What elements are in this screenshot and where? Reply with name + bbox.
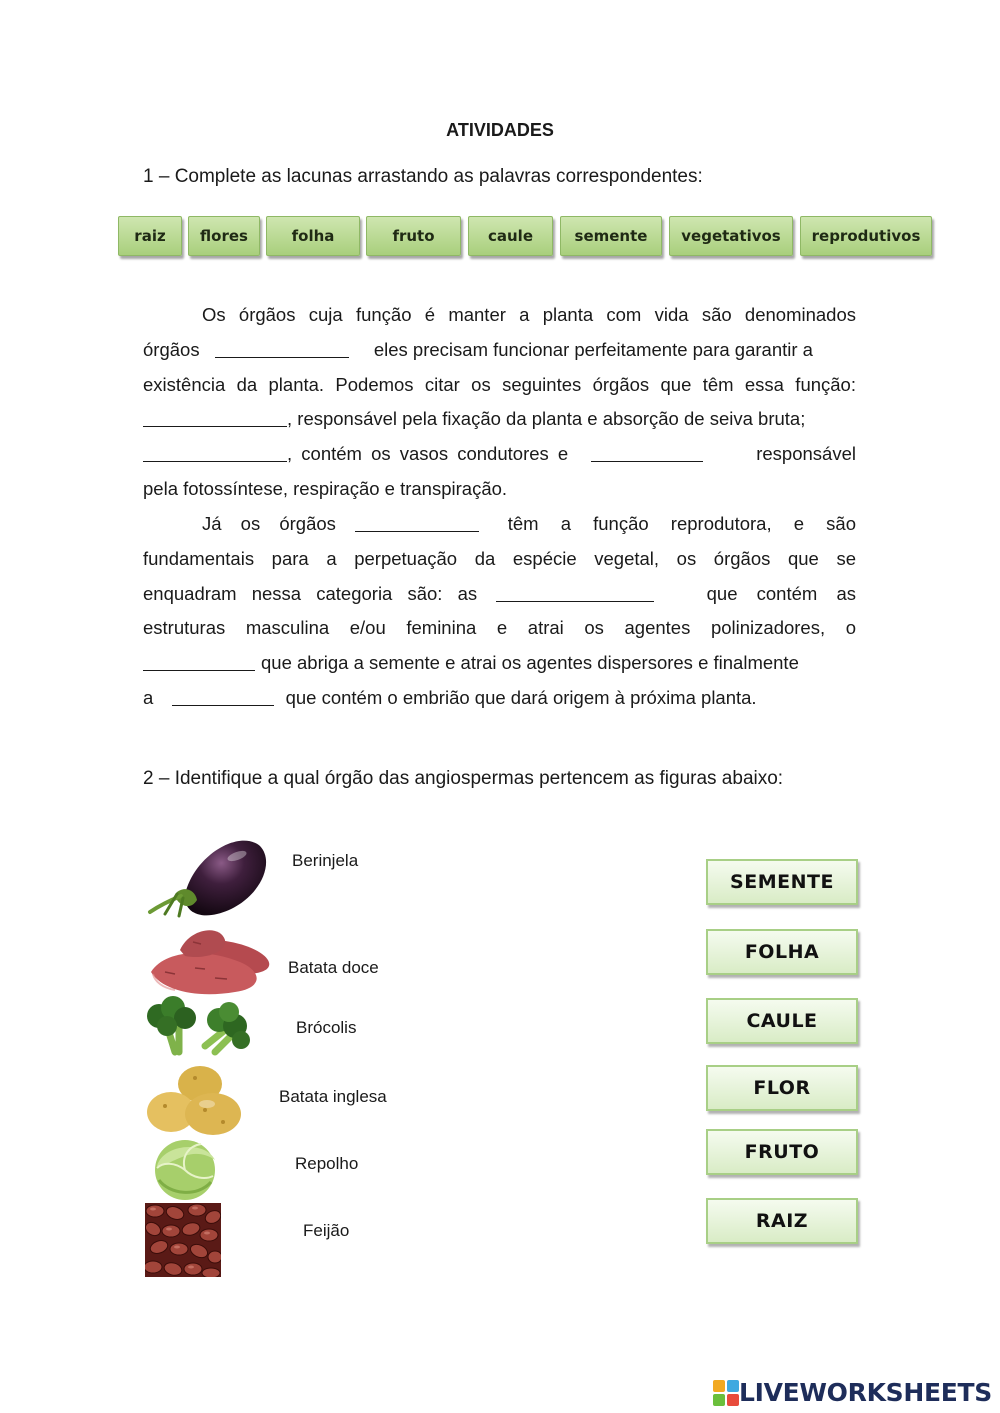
word-chip-semente[interactable]: semente — [560, 216, 662, 256]
text-fragment: a — [143, 686, 154, 708]
sweet-potato-icon[interactable] — [145, 922, 270, 997]
beans-icon[interactable] — [145, 1203, 221, 1277]
target-semente[interactable]: SEMENTE — [706, 859, 858, 905]
text-fragment: , responsável pela fixação da planta e absorção de seiva bruta; — [287, 408, 806, 430]
target-flor[interactable]: FLOR — [706, 1065, 858, 1111]
blank-vegetativos[interactable] — [215, 339, 349, 358]
text-line: Os órgãos cuja função é manter a planta com vida são denominados — [202, 304, 856, 325]
text-line: pela fotossíntese, respiração e transpiração. — [143, 477, 508, 499]
text-fragment: têm a função reprodutora, e são — [507, 513, 856, 534]
paragraph-reproductive — [143, 507, 856, 716]
word-chip-vegetativos[interactable]: vegetativos — [669, 216, 793, 256]
brand-name: LIVEWORKSHEETS — [738, 1378, 992, 1407]
blank-folha[interactable] — [591, 443, 703, 462]
text-line: existência da planta. Podemos citar os seguintes órgãos que têm essa função: — [143, 373, 856, 395]
potato-icon[interactable] — [145, 1062, 245, 1138]
text-fragment: que contém as — [706, 582, 856, 604]
blank-flores[interactable] — [496, 583, 654, 602]
text-fragment: Já os órgãos — [202, 513, 336, 534]
liveworksheets-brand[interactable] — [713, 1378, 992, 1407]
target-fruto[interactable]: FRUTO — [706, 1129, 858, 1175]
text-line: estruturas masculina e/ou feminina e atrai os agentes polinizadores, o — [143, 617, 856, 639]
blank-raiz[interactable] — [143, 408, 287, 427]
cabbage-icon[interactable] — [145, 1136, 225, 1202]
word-chip-raiz[interactable]: raiz — [118, 216, 182, 256]
target-folha[interactable]: FOLHA — [706, 929, 858, 975]
text-fragment: , contém os vasos condutores e — [287, 443, 569, 465]
question-1-prompt: 1 – Complete as lacunas arrastando as palavras correspondentes: — [143, 166, 703, 187]
blank-reprodutivos[interactable] — [355, 513, 479, 532]
question-2-prompt: 2 – Identifique a qual órgão das angiospermas pertencem as figuras abaixo: — [143, 768, 784, 789]
text-line: fundamentais para a perpetuação da espécie vegetal, os órgãos que se — [143, 547, 856, 569]
item-label-feijao: Feijão — [303, 1221, 350, 1240]
target-raiz[interactable]: RAIZ — [706, 1198, 858, 1244]
word-chip-folha[interactable]: folha — [266, 216, 360, 256]
text-fragment: enquadram nessa categoria são: as — [143, 582, 478, 604]
item-label-batata-inglesa: Batata inglesa — [279, 1087, 387, 1106]
item-label-repolho: Repolho — [295, 1154, 359, 1173]
text-fragment: eles precisam funcionar perfeitamente para garantir a — [373, 338, 813, 360]
broccoli-icon[interactable] — [145, 996, 250, 1060]
blank-caule[interactable] — [143, 443, 287, 462]
liveworksheets-logo-icon — [713, 1380, 739, 1406]
blank-fruto[interactable] — [143, 652, 255, 671]
text-fragment: órgãos — [143, 338, 200, 360]
paragraph-vegetative — [143, 298, 856, 507]
text-fragment: responsável — [756, 443, 856, 465]
text-fragment: que contém o embrião que dará origem à próxima planta. — [285, 686, 757, 708]
word-chip-flores[interactable]: flores — [188, 216, 260, 256]
word-chip-fruto[interactable]: fruto — [366, 216, 461, 256]
page-title: ATIVIDADES — [446, 120, 554, 140]
item-label-berinjela: Berinjela — [292, 851, 359, 870]
word-chip-reprodutivos[interactable]: reprodutivos — [800, 216, 932, 256]
eggplant-icon[interactable] — [145, 834, 270, 922]
text-fragment: que abriga a semente e atrai os agentes dispersores e finalmente — [261, 652, 799, 674]
item-label-batata-doce: Batata doce — [288, 958, 379, 977]
item-label-brocolis: Brócolis — [296, 1018, 357, 1037]
target-caule[interactable]: CAULE — [706, 998, 858, 1044]
word-chip-caule[interactable]: caule — [468, 216, 553, 256]
blank-semente[interactable] — [172, 687, 274, 706]
